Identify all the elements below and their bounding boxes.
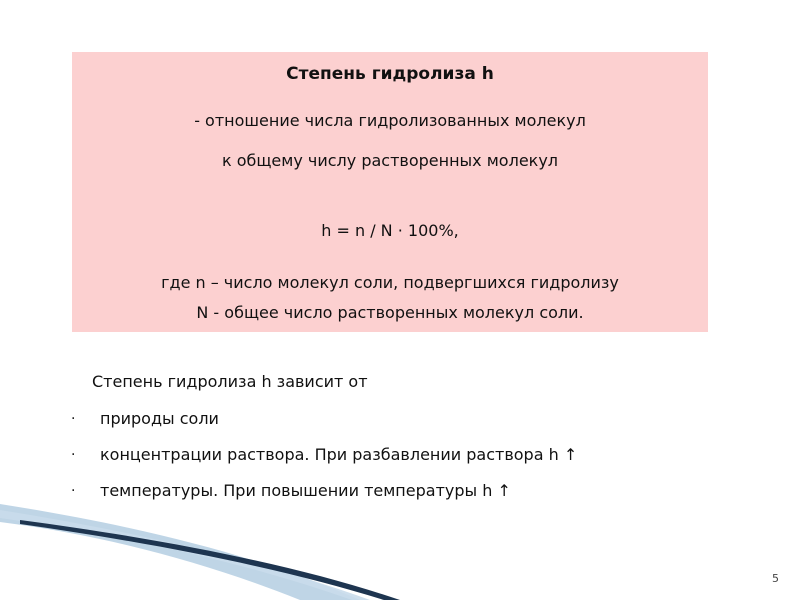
- formula-note-2: N - общее число растворенных молекул соли.: [196, 303, 584, 322]
- swoosh-light-band: [0, 504, 360, 600]
- list-item-text: концентрации раствора. При разбавлении раствора h ↑: [100, 445, 578, 464]
- definition-title: Степень гидролиза h: [286, 64, 494, 84]
- list-item: [0, 445, 800, 467]
- bullet-icon: ·: [71, 483, 76, 499]
- bullet-icon: ·: [71, 447, 76, 463]
- decorative-swoosh: [0, 490, 800, 600]
- definition-line-2: к общему числу растворенных молекул: [221, 151, 559, 170]
- definition-box: [72, 52, 708, 332]
- formula-note-1: где n – число молекул соли, подвергшихся гидролизу: [161, 273, 619, 292]
- formula: h = n / N · 100%,: [321, 221, 459, 240]
- bullet-icon: ·: [71, 411, 76, 427]
- list-item: [0, 409, 800, 431]
- list-item-text: температуры. При повышении температуры h ↑: [100, 481, 511, 500]
- definition-line-1: - отношение числа гидролизованных молекул: [194, 111, 586, 130]
- dependency-heading: Степень гидролиза h зависит от: [92, 372, 368, 391]
- list-item-text: природы соли: [100, 409, 219, 428]
- page-number: 5: [772, 572, 779, 585]
